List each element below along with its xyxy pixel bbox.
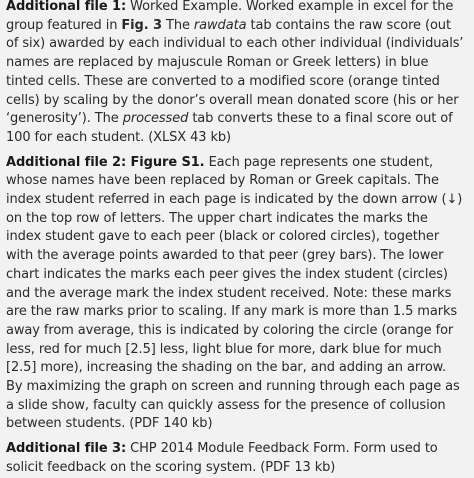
additional-file-3-entry bbox=[6, 440, 466, 477]
entry-label: Additional file 3: bbox=[6, 441, 127, 457]
additional-file-2-entry bbox=[6, 154, 466, 435]
entry-label: Additional file 2: Figure S1. bbox=[6, 154, 205, 170]
additional-file-1-entry bbox=[6, 0, 466, 148]
entry-text: CHP 2014 Module Feedback Form. Form used to solicit feedback on the scoring system. (PDF 13 kb) bbox=[6, 441, 438, 475]
entry-text: tab contains the raw score (out of six) awarded by each individual to each other individual (individuals’ names are replaced by majuscule Roman or Greek letters) in blue tinted cells. These are converted to a modified score (orange tinted cells) by scaling by the donor’s overall mean donated score (his or her ‘generosity’). The bbox=[6, 17, 464, 127]
entry-text: Worked Example. Worked example in excel for the group featured in bbox=[6, 0, 454, 33]
entry-label: Additional file 1: bbox=[6, 0, 127, 14]
entry-text: The bbox=[161, 17, 194, 33]
tab-name-rawdata: rawdata bbox=[193, 17, 247, 33]
entry-text: Each page represents one student, whose names have been replaced by Roman or Greek capitals. The index student referred in each page is indicated by the down arrow (↓) on the top row of letters. The upper chart indicates the marks the index student gave to each peer (black or colored circles), together with the average points awarded to that peer (grey bars). The lower chart indicates the marks each peer gives the index student (circles) and the average mark the index student received. Note: these marks are the raw marks prior to scaling. If any mark is more than 1.5 marks away from average, this is indicated by coloring the circle (orange for less, red for much [2.5] less, light blue for more, dark blue for much [2.5] more), increasing the shading on the bar, and adding an arrow. By maximizing the graph on screen and running through each page as a slide show, faculty can quickly assess for the presence of collusion between students. (PDF 140 kb) bbox=[6, 154, 463, 432]
tab-name-processed: processed bbox=[122, 111, 189, 127]
entry-text: tab converts these to a final score out of 100 for each student. (XLSX 43 kb) bbox=[6, 111, 453, 145]
figure-reference: Fig. 3 bbox=[121, 17, 162, 33]
